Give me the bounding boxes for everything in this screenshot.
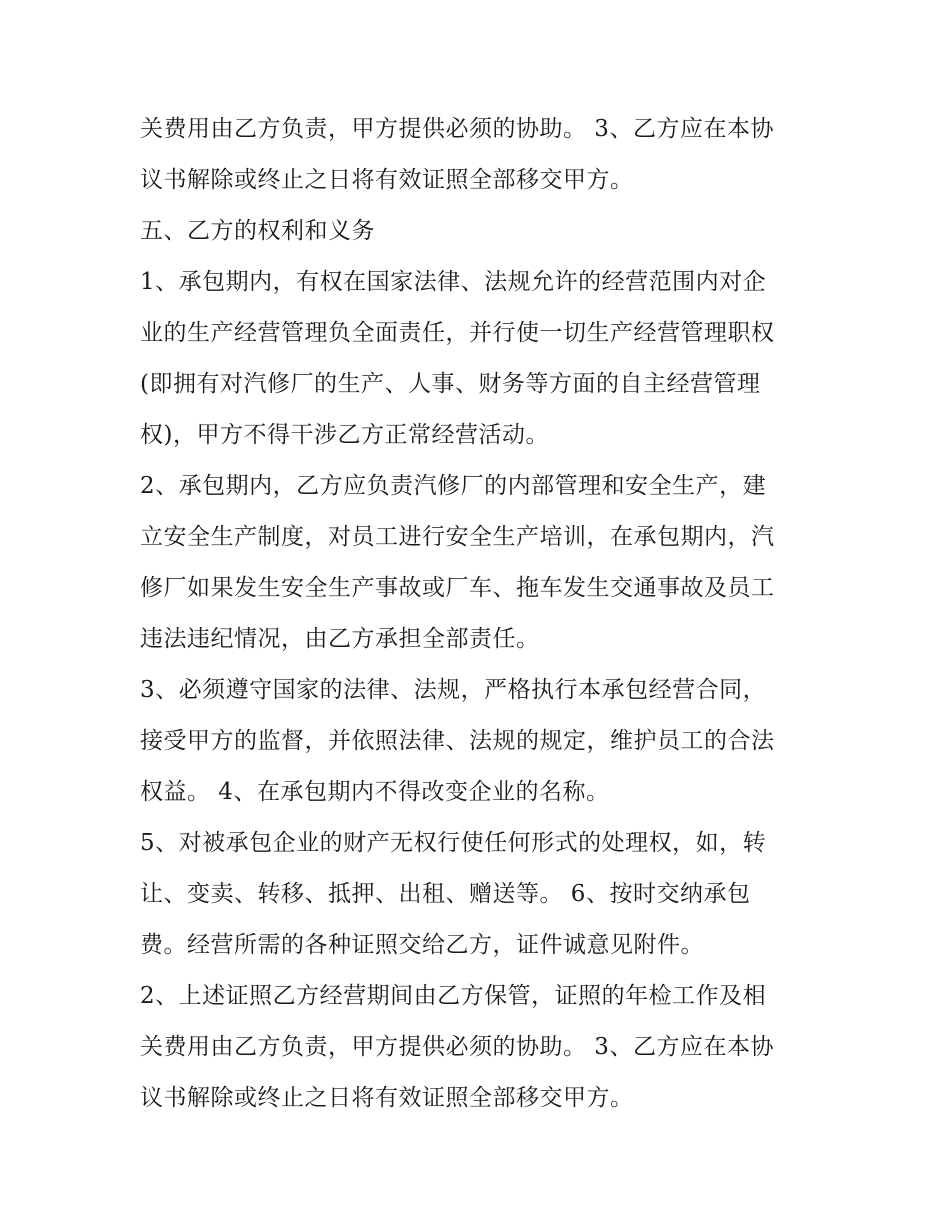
text-line: 关费用由乙方负责，甲方提供必须的协助。 3、乙方应在本协 [140, 116, 774, 142]
text-line: 3、必须遵守国家的法律、法规，严格执行本承包经营合同， [140, 677, 767, 703]
text-line: 5、对被承包企业的财产无权行使任何形式的处理权，如，转 [140, 830, 767, 856]
text-line: 违法违纪情况，由乙方承担全部责任。 [140, 626, 540, 652]
text-line: (即拥有对汽修厂的生产、人事、财务等方面的自主经营管理 [140, 371, 761, 397]
text-line: 业的生产经营管理负全面责任，并行使一切生产经营管理职权 [140, 320, 775, 346]
document-body [140, 104, 820, 1124]
text-line: 议书解除或终止之日将有效证照全部移交甲方。 [140, 167, 634, 193]
text-line: 立安全生产制度，对员工进行安全生产培训，在承包期内，汽 [140, 524, 775, 550]
text-line: 权益。 4、在承包期内不得改变企业的名称。 [140, 779, 610, 805]
text-line: 1、承包期内，有权在国家法律、法规允许的经营范围内对企 [140, 269, 767, 295]
text-line: 2、上述证照乙方经营期间由乙方保管，证照的年检工作及相 [140, 983, 767, 1009]
text-line: 费。经营所需的各种证照交给乙方，证件诚意见附件。 [140, 932, 704, 958]
text-line: 权)，甲方不得干涉乙方正常经营活动。 [140, 422, 549, 448]
section-heading: 五、乙方的权利和义务 [140, 218, 375, 244]
text-line: 2、承包期内，乙方应负责汽修厂的内部管理和安全生产，建 [140, 473, 767, 499]
text-line: 接受甲方的监督，并依照法律、法规的规定，维护员工的合法 [140, 728, 775, 754]
text-line: 修厂如果发生安全生产事故或厂车、拖车发生交通事故及员工 [140, 575, 775, 601]
text-line: 议书解除或终止之日将有效证照全部移交甲方。 [140, 1085, 634, 1111]
text-line: 关费用由乙方负责，甲方提供必须的协助。 3、乙方应在本协 [140, 1034, 774, 1060]
text-line: 让、变卖、转移、抵押、出租、赠送等。 6、按时交纳承包 [140, 881, 751, 907]
